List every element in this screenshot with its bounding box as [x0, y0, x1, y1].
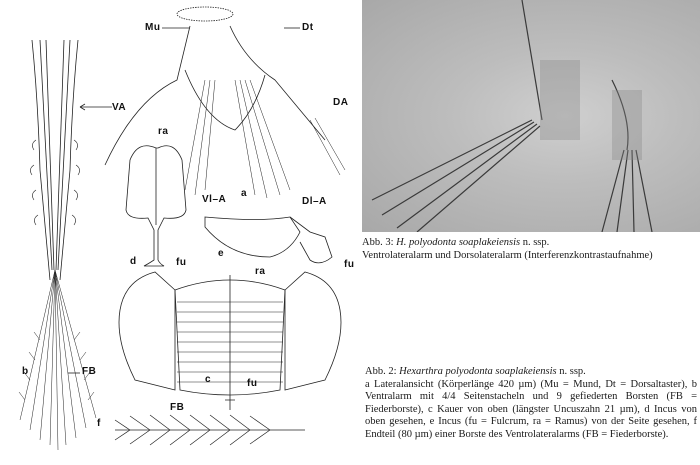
caption-fig3-prefix: Abb. 3: — [362, 237, 397, 248]
label-d: d — [130, 256, 137, 267]
arrow-va — [78, 103, 114, 111]
label-vl-a: Vl–A — [202, 194, 227, 205]
label-fb-b: FB — [82, 366, 97, 377]
caption-fig3-suffix: n. ssp. — [520, 237, 550, 248]
micrograph-fig3 — [362, 0, 700, 232]
caption-fig2-prefix: Abb. 2: — [365, 366, 400, 377]
caption-fig2-body: a Lateralansicht (Körperlänge 420 µm) (Mu = Mund, Dt = Dorsaltaster), b Ventralarm mit 4/4 Seitenstacheln und 9 gefiederten Borsten (FB = Fiederborste), c Kauer von oben (längster Uncuszahn 21 µm), d Incus von oben gesehen, e Incus (fu = Fulcrum, ra = Ramus) von der Seite gesehen, f Endteil (80 µm) einer Borste des Ventrolateralarms (FB = Fiederborste). — [365, 378, 697, 440]
caption-fig3-species: H. polyodonta soaplakeiensis — [396, 237, 521, 248]
label-ra-c: ra — [255, 266, 266, 277]
label-mu: Mu — [145, 22, 161, 33]
leader-mu — [162, 26, 192, 30]
label-va: VA — [112, 102, 127, 113]
leader-fb-b — [68, 371, 88, 375]
label-dl-a: Dl–A — [302, 196, 327, 207]
label-e: e — [218, 248, 225, 259]
label-ra-top: ra — [158, 126, 169, 137]
label-fu-c: fu — [247, 378, 258, 389]
label-dt: Dt — [302, 22, 314, 33]
caption-fig3 — [362, 236, 653, 262]
label-a: a — [241, 188, 248, 199]
drawing-d-incus-top — [118, 130, 198, 270]
caption-fig2-species: Hexarthra polyodonta soaplakeiensis — [399, 366, 557, 377]
caption-fig2-suffix: n. ssp. — [556, 366, 586, 377]
drawing-b-ventral-arm — [0, 0, 110, 460]
label-da: DA — [333, 97, 349, 108]
leader-dt — [284, 26, 304, 30]
drawing-c-mastax — [115, 270, 345, 410]
caption-fig3-line2: Ventrolateralarm und Dorsolateralarm (Interferenzkontrastaufnahme) — [362, 250, 653, 261]
label-b: b — [22, 366, 29, 377]
label-c: c — [205, 374, 212, 385]
label-fu-d: fu — [176, 257, 187, 268]
drawing-e-incus-side — [200, 212, 340, 272]
label-f: f — [97, 418, 101, 429]
label-fb-f: FB — [170, 402, 185, 413]
label-fu-e: fu — [344, 259, 355, 270]
drawing-f-bristle — [110, 405, 310, 455]
caption-fig2 — [365, 366, 697, 442]
